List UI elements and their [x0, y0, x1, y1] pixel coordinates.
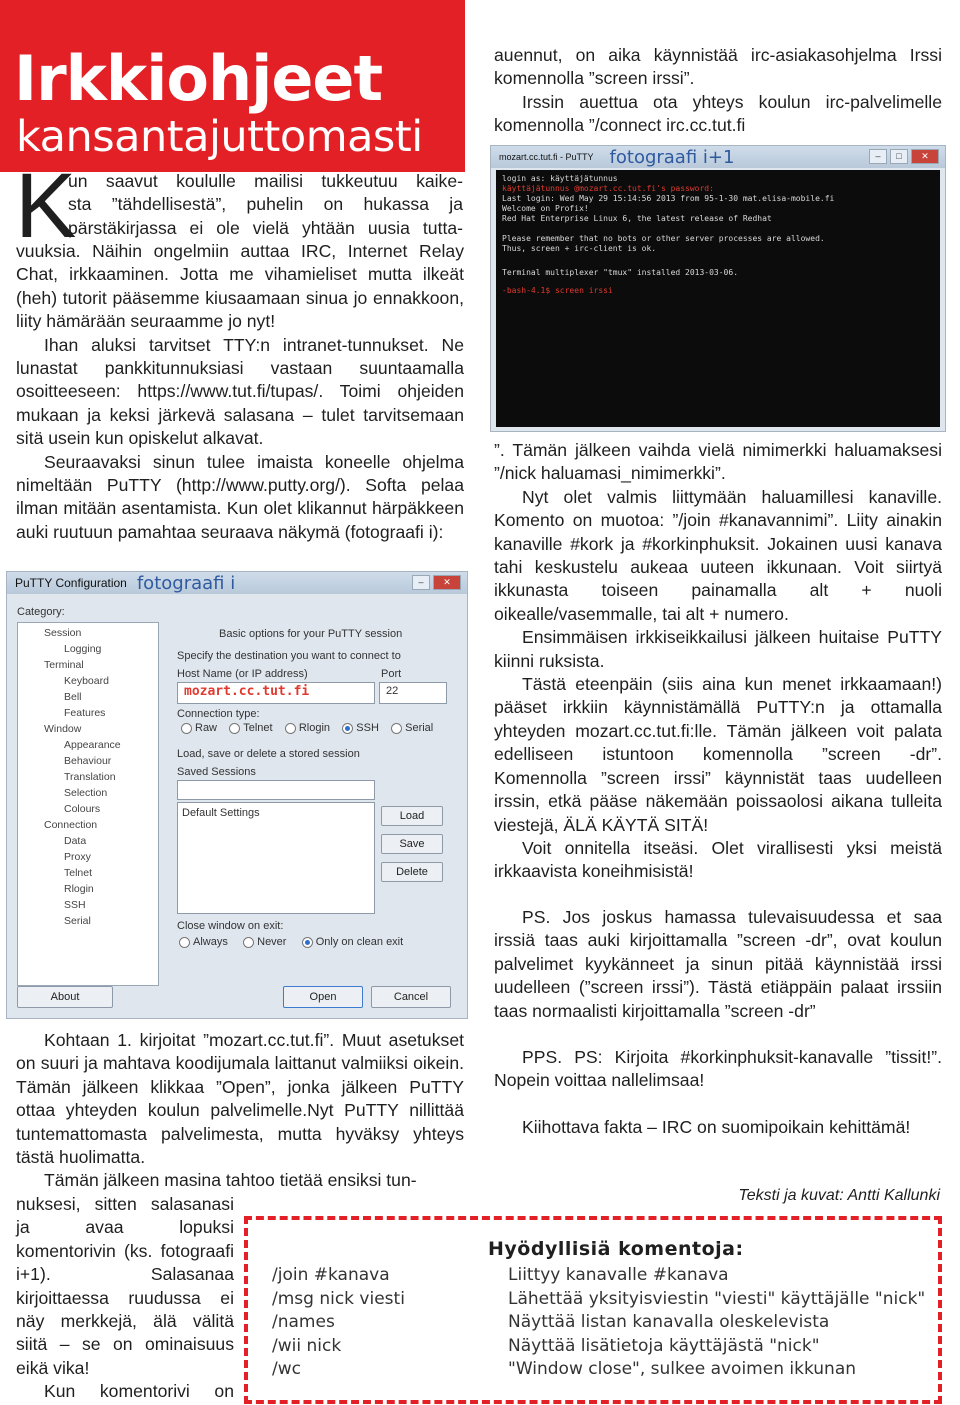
- radio-clean-exit[interactable]: Only on clean exit: [302, 936, 403, 948]
- left-column-text: [16, 240, 464, 544]
- cancel-button[interactable]: Cancel: [371, 986, 451, 1008]
- commands-column: [272, 1264, 405, 1382]
- terminal-window-controls: [869, 149, 939, 164]
- maximize-icon[interactable]: □: [890, 149, 908, 164]
- paragraph-komentorivi: Kun komentorivi on: [44, 1381, 234, 1402]
- radio-serial[interactable]: Serial: [391, 722, 433, 734]
- host-label: Host Name (or IP address): [177, 668, 308, 680]
- terminal-line: Red Hat Enterprise Linux 6, the latest release of Redhat: [502, 214, 772, 223]
- saved-sessions-label: Saved Sessions: [177, 766, 256, 778]
- right-column-middle-text: [494, 439, 942, 884]
- close-icon[interactable]: ✕: [911, 149, 939, 164]
- page-title: Irkkiohjeet: [14, 42, 383, 115]
- connection-type-label: Connection type:: [177, 708, 260, 720]
- paragraph-join: Nyt olet valmis liittymään haluamillesi kanaville. Komento on muotoa: ”/join #kanavannimi”. Liity ainakin kanaville #kork ja #korkinphuksit. Jokainen uusi kanava tahi keskustelu aukeaa uuteen ikkunaan. Voit siirtyä ikkunasta toiseen painamalla alt + nuoli oikealle/vasemmalle, tai alt + numero.: [494, 486, 942, 624]
- close-options: [179, 936, 403, 948]
- destination-label: Specify the destination you want to connect to: [177, 650, 401, 662]
- left-column-narrow-text: [16, 1193, 234, 1404]
- page-subtitle: kansantajuttomasti: [16, 112, 423, 162]
- paragraph-pps: PPS. PS: Kirjoita #korkinphuksit-kanavalle ”tissit!”. Nopein voittaa nallelimsaa!: [494, 1047, 942, 1091]
- putty-title: PuTTY Configuration: [15, 576, 127, 590]
- tree-item[interactable]: Appearance: [64, 739, 121, 751]
- open-button[interactable]: Open: [283, 986, 363, 1008]
- left-column-lower-text: [16, 1029, 464, 1193]
- intro-line-2: sta ”tähdellisestä”, puhelin on hukassa ja: [68, 194, 463, 215]
- category-tree[interactable]: [17, 622, 159, 986]
- port-label: Port: [381, 668, 402, 680]
- paragraph-login-first-line: Tämän jälkeen masina tahtoo tietää ensiksi tun-: [44, 1170, 417, 1191]
- connection-type-options: [181, 722, 433, 734]
- terminal-line: Welcome on Profix!: [502, 204, 589, 213]
- tree-item[interactable]: Bell: [64, 691, 82, 703]
- intro-line-3: pärstäkirjassa ei ole vielä yhtään uusia tutta-: [68, 217, 463, 238]
- radio-telnet[interactable]: Telnet: [229, 722, 272, 734]
- paragraph-connect: Irssin auettua ota yhteys koulun irc-palvelimelle komennolla ”/connect irc.cc.tut.fi: [494, 91, 942, 136]
- paragraph-tunnukset: Ihan aluksi tarvitset TTY:n intranet-tunnukset. Ne lunastat pankkitunnuksiasi vastaan suuntaamalla osoitteeseen: https://www.tut.fi/tupas/. Toimi ohjeiden mukaan ja keksi järkevä salasana – tulet tarvitsemaan sitä usein kun opiskelut alkavat.: [16, 334, 464, 449]
- photo-caption-i-plus-1: fotograafi i+1: [609, 146, 735, 168]
- tree-item[interactable]: Data: [64, 835, 87, 847]
- paragraph-login: nuksesi, sitten salasanasi ja avaa lopuksi komentorivin (ks. fotograafi i+1). Salasanaa kirjoittaessa ruudussa ei näy merkkejä, älä välitä siitä – se on ominaisuus eikä vika!: [16, 1194, 234, 1378]
- saved-sessions-input[interactable]: [177, 780, 375, 800]
- port-input-value: 22: [386, 685, 399, 697]
- tree-item[interactable]: Selection: [64, 787, 108, 799]
- save-button[interactable]: Save: [381, 834, 443, 854]
- tree-item[interactable]: Features: [64, 707, 106, 719]
- terminal-prompt: -bash-4.1$ screen irssi: [502, 286, 613, 295]
- close-window-label: Close window on exit:: [177, 920, 284, 932]
- intro-first-lines: [68, 170, 463, 240]
- paragraph-ps: PS. Jos joskus hamassa tulevaisuudessa et saa irssiä taas auki kirjoittamalla ”screen -dr”, ovat koulun palvelimet kyykänneet ja sinun pitää käynnistää irssi uudelleen (”screen irssi”). Tästä etiäppäin palaat irssiin taas normaalisti kirjoittamalla ”screen -dr”: [494, 907, 942, 1021]
- minimize-icon[interactable]: –: [412, 575, 430, 590]
- tree-item[interactable]: Terminal: [44, 659, 84, 671]
- tree-item[interactable]: Colours: [64, 803, 101, 815]
- command-name: /wc: [272, 1359, 301, 1380]
- tree-item[interactable]: Behaviour: [64, 755, 112, 767]
- tree-item[interactable]: Serial: [64, 915, 91, 927]
- paragraph-screen: Tästä eteenpäin (siis aina kun menet irkkaamaan!) pääset irkkiin käynnistämällä PuTTY:n ja ottamalla yhteyden mozart.cc.tut.fi:lle. Tämän jälkeen voit palata edelliseen istuntoon komennolla ”screen -dr”. Komennolla ”screen irssi” käynnistät taas uudelleen irssin, etkä pääse näkemään poissaolosi aikana tulleita viestejä, ÄLÄ KÄYTÄ SITÄ!: [494, 674, 942, 835]
- close-icon[interactable]: ✕: [433, 575, 461, 590]
- category-label: Category:: [17, 606, 65, 618]
- paragraph-putty: Seuraavaksi sinun tulee imaista koneelle ohjelma nimeltään PuTTY (http://www.putty.org/). Softa pelaa ilman mitään asentamista. Kun olet klikannut härpäkkeen auki ruutuun pamahtaa seuraava näkymä (fotograafi i):: [16, 451, 464, 542]
- drop-cap: K: [15, 155, 77, 257]
- putty-title-bar: [7, 572, 467, 594]
- terminal-line: käyttäjätunnus @mozart.cc.tut.fi's password:: [502, 184, 714, 193]
- putty-config-screenshot: [6, 571, 468, 1019]
- command-name: /names: [272, 1312, 335, 1333]
- right-column-ps-text: [494, 906, 942, 1139]
- port-input[interactable]: [379, 682, 447, 704]
- sessions-label: Load, save or delete a stored session: [177, 748, 360, 760]
- photo-caption-i: fotograafi i: [136, 572, 236, 594]
- paragraph-nick: ”. Tämän jälkeen vaihda vielä nimimerkki haluamaksesi ”/nick haluamasi_nimimerkki”.: [494, 440, 942, 484]
- radio-ssh[interactable]: SSH: [342, 722, 379, 734]
- about-button[interactable]: About: [17, 986, 113, 1008]
- terminal-line: Thus, screen + irc-client is ok.: [502, 244, 657, 253]
- terminal-screenshot: [490, 145, 946, 432]
- terminal-line: login as: käyttäjätunnus: [502, 174, 618, 183]
- intro-paragraph: vuuksia. Näihin ongelmiin auttaa IRC, Internet Relay Chat, irkkaaminen. Jotta me vihamieliset mutta ilkeät (heh) tutorit pääsemme kiusaamaan sinua jo ennakkoon, liity hämärään seuraamme jo nyt!: [16, 241, 464, 332]
- paragraph-congrats: Voit onnitella itseäsi. Olet virallisesti yksi meistä irkkaavista koneihmisistä!: [494, 837, 942, 882]
- descriptions-column: [508, 1264, 925, 1382]
- command-description: "Window close", sulkee avoimen ikkunan: [508, 1359, 857, 1380]
- radio-always[interactable]: Always: [179, 936, 228, 948]
- tree-item[interactable]: Telnet: [64, 867, 93, 879]
- paragraph-mozart: Kohtaan 1. kirjoitat ”mozart.cc.tut.fi”. Muut asetukset on suuri ja mahtava koodijumala laittanut valmiiksi oikein. Tämän jälkeen klikkaa ”Open”, jonka jälkeen PuTTY ottaa yhteyden koulun palvelimelle.Nyt PuTTY nillittää tuntemattomasta palvelimesta, mutta hyväksy yhteys tästä huolimatta.: [16, 1030, 464, 1168]
- author-credit: Teksti ja kuvat: Antti Kallunki: [738, 1187, 940, 1204]
- tree-item[interactable]: Proxy: [64, 851, 91, 863]
- command-description: Näyttää listan kanavalla oleskelevista: [508, 1312, 830, 1333]
- putty-window-controls: [412, 575, 461, 590]
- minimize-icon[interactable]: –: [869, 149, 887, 164]
- command-name: /wii nick: [272, 1335, 342, 1356]
- command-description: Lähettää yksityisviestin "viesti" käyttäjälle "nick": [508, 1288, 926, 1309]
- load-button[interactable]: Load: [381, 806, 443, 826]
- command-name: /join #kanava: [272, 1265, 390, 1285]
- terminal-line: Terminal multiplexer "tmux" installed 2013-03-06.: [502, 268, 739, 277]
- command-name: /msg nick viesti: [272, 1288, 405, 1309]
- command-description: Liittyy kanavalle #kanava: [508, 1265, 729, 1285]
- paragraph-irssi: auennut, on aika käynnistää irc-asiakasohjelma Irssi komennolla ”screen irssi”.: [494, 45, 942, 89]
- host-input[interactable]: [177, 682, 375, 704]
- tree-item[interactable]: Connection: [44, 819, 98, 831]
- tree-item[interactable]: Session: [44, 627, 82, 639]
- command-description: Näyttää lisätietoja käyttäjästä "nick": [508, 1335, 820, 1356]
- host-input-value: mozart.cc.tut.fi: [184, 684, 310, 699]
- tree-item[interactable]: Logging: [64, 643, 102, 655]
- tree-item[interactable]: Window: [44, 723, 82, 735]
- tree-item[interactable]: Translation: [64, 771, 116, 783]
- paragraph-fact: Kiihottava fakta – IRC on suomipoikain kehittämä!: [522, 1116, 911, 1137]
- terminal-line: Please remember that no bots or other server processes are allowed.: [502, 234, 825, 243]
- radio-rlogin[interactable]: Rlogin: [285, 722, 330, 734]
- right-column-top-text: [494, 44, 942, 138]
- tree-item[interactable]: Keyboard: [64, 675, 109, 687]
- terminal-output[interactable]: [496, 170, 940, 427]
- basic-options-heading: Basic options for your PuTTY session: [219, 628, 403, 640]
- radio-never[interactable]: Never: [243, 936, 286, 948]
- radio-raw[interactable]: Raw: [181, 722, 217, 734]
- commands-title: Hyödyllisiä komentoja:: [488, 1238, 744, 1260]
- default-settings-item[interactable]: Default Settings: [182, 807, 260, 819]
- intro-line-1: un saavut koululle mailisi tukkeutuu kaike-: [68, 171, 463, 191]
- tree-item[interactable]: Rlogin: [64, 883, 94, 895]
- paragraph-close-putty: Ensimmäisen irkkiseikkailusi jälkeen huitaise PuTTY kiinni ruksista.: [494, 627, 942, 671]
- tree-item[interactable]: SSH: [64, 899, 86, 911]
- terminal-title: mozart.cc.tut.fi - PuTTY: [499, 152, 594, 162]
- delete-button[interactable]: Delete: [381, 862, 443, 882]
- sessions-list[interactable]: [177, 802, 375, 914]
- terminal-line: Last login: Wed May 29 15:14:56 2013 from 95-1-30 mat.elisa-mobile.fi: [502, 194, 835, 203]
